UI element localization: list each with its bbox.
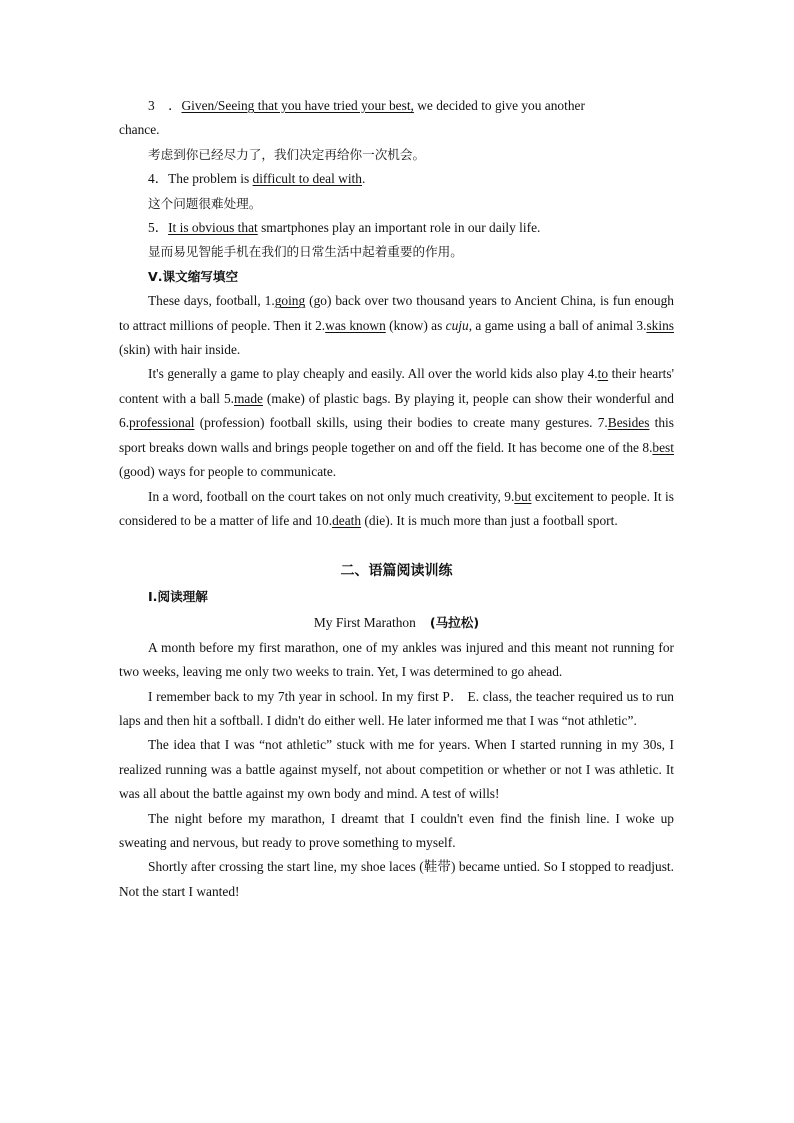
article-title: My First Marathon (马拉松)	[313, 614, 480, 630]
section-title: 二、语篇阅读训练	[340, 563, 453, 580]
blank-10: death	[332, 512, 362, 528]
article-paragraph-1: A month before my first marathon, one of my ankles was injured and this meant not running for two weeks, leaving me only two weeks to train. Yet, I was determined to go ahead.	[119, 639, 674, 680]
summary-heading: Ⅴ.课文缩写填空	[148, 268, 239, 284]
blank-2: was known	[325, 317, 386, 333]
answer-3: Given/Seeing that you have tried your best,	[181, 98, 414, 113]
article-paragraph-3: The idea that I was “not athletic” stuck with me for years. When I started running in my 30s, I realized running was a battle against myself, not about competition or whether or not I was athletic. It was all about the battle against my own body and mind. A test of wills!	[119, 737, 674, 802]
blank-6: professional	[129, 415, 195, 431]
blank-5: made	[234, 390, 263, 406]
cuju-term: cuju	[445, 317, 469, 333]
blank-9: but	[514, 488, 532, 504]
blank-8: best	[652, 439, 674, 455]
item-4: 4．The problem is difficult to deal with.	[148, 171, 366, 187]
article-paragraph-4: The night before my marathon, I dreamt that I couldn't even find the finish line. I woke up sweating and nervous, but ready to prove something to myself.	[119, 810, 674, 850]
summary-paragraph-2: It's generally a game to play cheaply and easily. All over the world kids also play 4.to their hearts' content with a ball 5.made (make) of plastic bags. By playing it, people can show their wonderful and 6.professional (profession) football skills, using their bodies to create many gestures. 7.Besides this sport breaks down walls and brings people together on and off the field. It has become one of the 8.best (good) ways for people to communicate.	[119, 366, 675, 480]
blank-4: to	[597, 366, 609, 382]
item-3: 3 ．Given/Seeing that you have tried your best, we decided to give you another chance.	[119, 98, 585, 138]
answer-5: It is obvious that	[168, 220, 258, 236]
blank-7: Besides	[607, 415, 650, 431]
article-paragraph-2: I remember back to my 7th year in school. In my first P． E. class, the teacher required us to run laps and then hit a softball. I didn't do either well. He later informed me that I was “not athletic”.	[119, 688, 674, 728]
item-3-zh: 考虑到你已经尽力了，我们决定再给你一次机会。	[148, 146, 426, 162]
answer-4: difficult to deal with	[252, 171, 362, 187]
summary-paragraph-3: In a word, football on the court takes on not only much creativity, 9.but excitement to people. It is considered to be a matter of life and 10.death (die). It is much more than just a football sport.	[119, 488, 674, 528]
summary-paragraph-1: These days, football, 1.going (go) back over two thousand years to Ancient China, is fun enough to attract millions of people. Then it 2.was known (know) as cuju, a game using a ball of animal 3.skins (skin) with hair inside.	[119, 293, 675, 358]
item-5: 5．It is obvious that smartphones play an important role in our daily life.	[148, 220, 541, 236]
reading-subheading: Ⅰ.阅读理解	[148, 589, 208, 605]
blank-3: skins	[646, 317, 675, 333]
article-paragraph-5: Shortly after crossing the start line, my shoe laces (鞋带) became untied. So I stopped to readjust. Not the start I wanted!	[119, 859, 674, 899]
blank-1: going	[274, 293, 306, 309]
item-5-zh: 显而易见智能手机在我们的日常生活中起着重要的作用。	[148, 244, 463, 260]
document-page	[119, 94, 674, 904]
item-4-zh: 这个问题很难处理。	[148, 195, 262, 211]
